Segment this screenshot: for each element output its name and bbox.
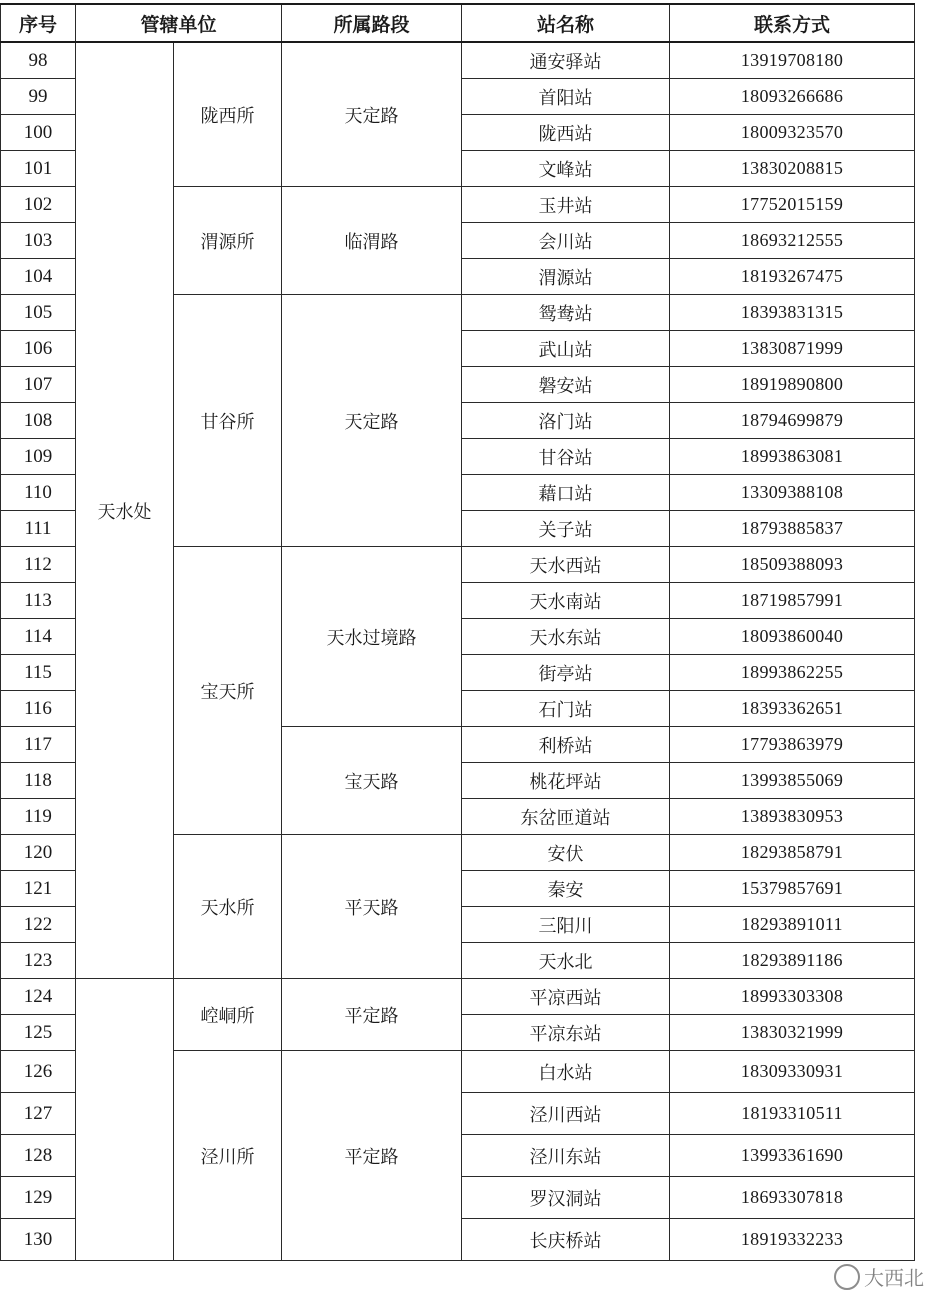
row-index: 120 — [1, 835, 76, 871]
contact-phone: 18193267475 — [670, 259, 915, 295]
contact-phone: 18993863081 — [670, 439, 915, 475]
station-name: 安伏 — [462, 835, 670, 871]
road-cell: 天水过境路 — [282, 547, 462, 727]
station-name: 天水南站 — [462, 583, 670, 619]
station-name: 长庆桥站 — [462, 1219, 670, 1261]
contact-phone: 13830321999 — [670, 1015, 915, 1051]
row-index: 105 — [1, 295, 76, 331]
station-name: 陇西站 — [462, 115, 670, 151]
contact-phone: 18309330931 — [670, 1051, 915, 1093]
contact-phone: 18393831315 — [670, 295, 915, 331]
station-name: 甘谷站 — [462, 439, 670, 475]
row-index: 99 — [1, 79, 76, 115]
station-name: 天水北 — [462, 943, 670, 979]
row-index: 125 — [1, 1015, 76, 1051]
office-cell: 崆峒所 — [174, 979, 282, 1051]
watermark-seal-icon — [834, 1264, 860, 1290]
station-name: 秦安 — [462, 871, 670, 907]
contact-phone: 13893830953 — [670, 799, 915, 835]
station-name: 泾川东站 — [462, 1135, 670, 1177]
row-index: 123 — [1, 943, 76, 979]
row-index: 116 — [1, 691, 76, 727]
row-index: 101 — [1, 151, 76, 187]
row-index: 119 — [1, 799, 76, 835]
contact-phone: 13993361690 — [670, 1135, 915, 1177]
row-index: 128 — [1, 1135, 76, 1177]
contact-phone: 15379857691 — [670, 871, 915, 907]
office-cell: 天水所 — [174, 835, 282, 979]
row-index: 103 — [1, 223, 76, 259]
row-index: 100 — [1, 115, 76, 151]
header-contact: 联系方式 — [670, 4, 915, 42]
contact-phone: 13830871999 — [670, 331, 915, 367]
contact-phone: 17752015159 — [670, 187, 915, 223]
contact-phone: 18719857991 — [670, 583, 915, 619]
contact-phone: 18193310511 — [670, 1093, 915, 1135]
station-name: 石门站 — [462, 691, 670, 727]
road-cell: 天定路 — [282, 295, 462, 547]
division-cell: 天水处 — [76, 42, 174, 979]
station-name: 武山站 — [462, 331, 670, 367]
road-cell: 平定路 — [282, 979, 462, 1051]
row-index: 107 — [1, 367, 76, 403]
row-index: 113 — [1, 583, 76, 619]
station-name: 罗汉洞站 — [462, 1177, 670, 1219]
office-cell: 甘谷所 — [174, 295, 282, 547]
contact-phone: 18393362651 — [670, 691, 915, 727]
table-header-row — [1, 4, 915, 42]
row-index: 127 — [1, 1093, 76, 1135]
contact-phone: 13993855069 — [670, 763, 915, 799]
row-index: 110 — [1, 475, 76, 511]
contact-phone: 18093266686 — [670, 79, 915, 115]
row-index: 126 — [1, 1051, 76, 1093]
row-index: 121 — [1, 871, 76, 907]
row-index: 98 — [1, 42, 76, 79]
contact-phone: 18993862255 — [670, 655, 915, 691]
station-name: 通安驿站 — [462, 42, 670, 79]
row-index: 109 — [1, 439, 76, 475]
station-name: 洛门站 — [462, 403, 670, 439]
contact-phone: 13309388108 — [670, 475, 915, 511]
division-cell-blank — [76, 979, 174, 1261]
station-name: 渭源站 — [462, 259, 670, 295]
header-index: 序号 — [1, 4, 76, 42]
station-name: 东岔匝道站 — [462, 799, 670, 835]
station-name: 鸳鸯站 — [462, 295, 670, 331]
row-index: 106 — [1, 331, 76, 367]
row-index: 124 — [1, 979, 76, 1015]
station-name: 平凉西站 — [462, 979, 670, 1015]
watermark-text: 大西北 — [864, 1266, 924, 1290]
office-cell: 渭源所 — [174, 187, 282, 295]
contact-phone: 13830208815 — [670, 151, 915, 187]
contact-phone: 18293858791 — [670, 835, 915, 871]
header-station: 站名称 — [462, 4, 670, 42]
contact-phone: 18509388093 — [670, 547, 915, 583]
road-cell: 平定路 — [282, 1051, 462, 1261]
road-cell: 天定路 — [282, 42, 462, 187]
office-cell: 宝天所 — [174, 547, 282, 835]
contact-phone: 18009323570 — [670, 115, 915, 151]
row-index: 118 — [1, 763, 76, 799]
header-unit: 管辖单位 — [76, 4, 282, 42]
station-name: 街亭站 — [462, 655, 670, 691]
row-index: 102 — [1, 187, 76, 223]
row-index: 108 — [1, 403, 76, 439]
row-index: 129 — [1, 1177, 76, 1219]
station-contact-table — [0, 3, 915, 1261]
station-name: 文峰站 — [462, 151, 670, 187]
contact-phone: 18693307818 — [670, 1177, 915, 1219]
contact-phone: 18919890800 — [670, 367, 915, 403]
contact-phone: 18293891186 — [670, 943, 915, 979]
contact-phone: 18293891011 — [670, 907, 915, 943]
station-name: 桃花坪站 — [462, 763, 670, 799]
office-cell: 陇西所 — [174, 42, 282, 187]
row-index: 114 — [1, 619, 76, 655]
contact-phone: 13919708180 — [670, 42, 915, 79]
station-name: 藉口站 — [462, 475, 670, 511]
road-cell: 宝天路 — [282, 727, 462, 835]
row-index: 111 — [1, 511, 76, 547]
contact-phone: 18093860040 — [670, 619, 915, 655]
station-name: 关子站 — [462, 511, 670, 547]
table-row — [1, 42, 915, 79]
contact-phone: 18919332233 — [670, 1219, 915, 1261]
station-name: 泾川西站 — [462, 1093, 670, 1135]
watermark — [834, 1262, 924, 1291]
row-index: 115 — [1, 655, 76, 691]
row-index: 117 — [1, 727, 76, 763]
station-name: 玉井站 — [462, 187, 670, 223]
row-index: 130 — [1, 1219, 76, 1261]
station-name: 天水东站 — [462, 619, 670, 655]
contact-phone: 17793863979 — [670, 727, 915, 763]
contact-phone: 18693212555 — [670, 223, 915, 259]
row-index: 104 — [1, 259, 76, 295]
contact-phone: 18794699879 — [670, 403, 915, 439]
station-name: 白水站 — [462, 1051, 670, 1093]
station-name: 三阳川 — [462, 907, 670, 943]
office-cell: 泾川所 — [174, 1051, 282, 1261]
station-name: 天水西站 — [462, 547, 670, 583]
header-road: 所属路段 — [282, 4, 462, 42]
row-index: 112 — [1, 547, 76, 583]
row-index: 122 — [1, 907, 76, 943]
table-row — [1, 979, 915, 1015]
station-name: 首阳站 — [462, 79, 670, 115]
road-cell: 平天路 — [282, 835, 462, 979]
station-name: 磐安站 — [462, 367, 670, 403]
station-name: 会川站 — [462, 223, 670, 259]
road-cell: 临渭路 — [282, 187, 462, 295]
station-name: 平凉东站 — [462, 1015, 670, 1051]
contact-phone: 18793885837 — [670, 511, 915, 547]
station-name: 利桥站 — [462, 727, 670, 763]
contact-phone: 18993303308 — [670, 979, 915, 1015]
